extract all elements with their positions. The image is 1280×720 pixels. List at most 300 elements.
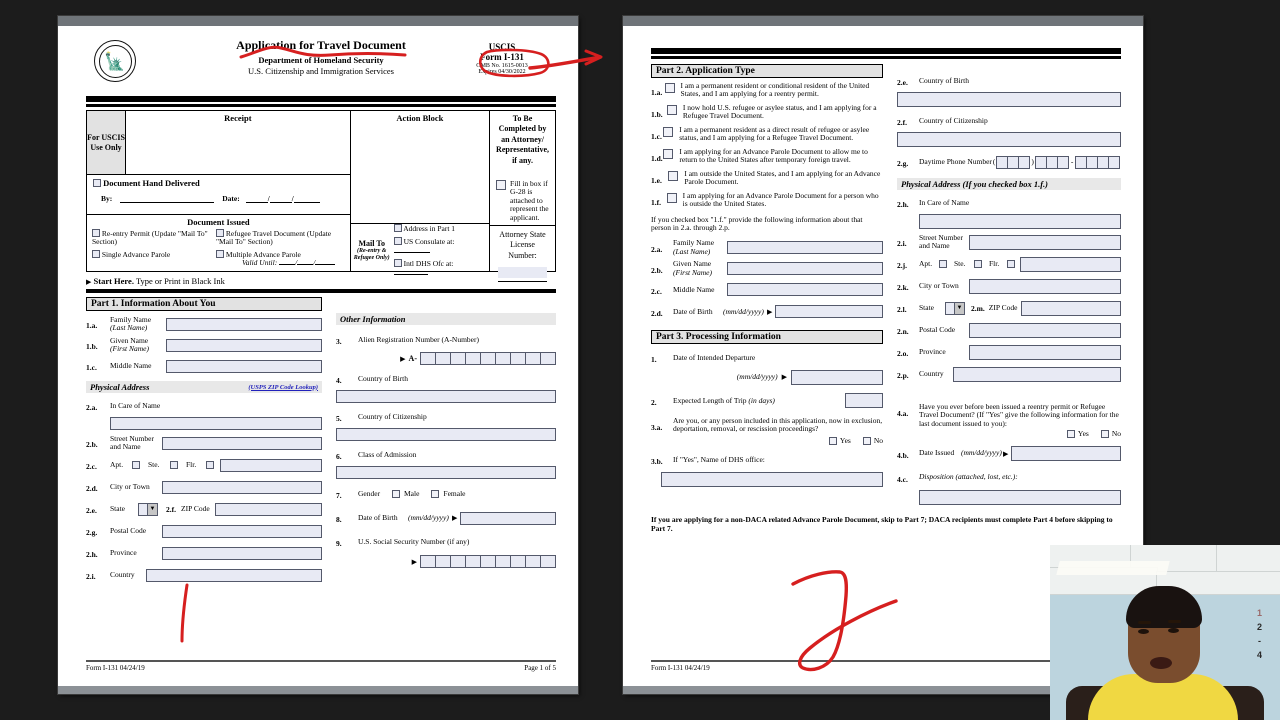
field-2b-right-sub: (First Name) (673, 267, 712, 277)
zip-right-label: ZIP Code (988, 302, 1018, 312)
field-2a (86, 397, 322, 430)
option-1e-num: 1.e. (651, 176, 662, 185)
street-right-input[interactable] (969, 235, 1121, 250)
field-1a (86, 315, 322, 333)
given-name-input[interactable] (166, 339, 322, 352)
refugee-travel-document-checkbox[interactable] (216, 229, 224, 237)
for-uscis-use-only-label: For USCIS Use Only (87, 111, 126, 174)
option-1f-num: 1.f. (651, 198, 661, 207)
document-hand-delivered-checkbox[interactable] (93, 179, 101, 187)
ste-right-checkbox[interactable] (974, 260, 982, 268)
page-right-content (651, 48, 1121, 533)
field-1a-sub: (Last Name) (110, 323, 148, 332)
attorney-license-field[interactable] (498, 267, 547, 278)
postal-code-label: Postal Code (110, 525, 147, 535)
intl-dhs-line[interactable] (394, 274, 428, 275)
field-2c-right-label: Middle Name (673, 284, 715, 294)
date-of-birth-format: (mm/dd/yyyy) (408, 512, 449, 522)
gender-male-label: Male (404, 488, 420, 498)
form-title: Application for Travel Document (236, 38, 406, 52)
option-1b-checkbox[interactable] (667, 105, 677, 115)
agency-short: USCIS (488, 42, 516, 52)
form-agency: U.S. Citizenship and Immigration Services (248, 66, 394, 76)
part3-q4c-num: 4.c. (897, 474, 908, 484)
province-input[interactable] (162, 547, 322, 560)
option-1f-label: I am applying for an Advance Parole Document for a person who is outside the United States. (682, 191, 879, 209)
gender-male-checkbox[interactable] (392, 490, 400, 498)
postal-right-input[interactable] (969, 323, 1121, 338)
part3-q2-num: 2. (651, 397, 657, 407)
field-2e-num: 2.e. (86, 506, 97, 515)
us-consulate-checkbox[interactable] (394, 237, 402, 245)
chevron-down-icon-right: ▼ (954, 303, 964, 314)
valid-until-yy[interactable] (315, 264, 335, 265)
g28-label: Fill in box if G-28 is attached to represent the applicant. (510, 178, 549, 222)
phone-num: 2.g. (897, 159, 909, 168)
field-1b-sub: (First Name) (110, 344, 149, 353)
part3-q4b (897, 445, 1121, 463)
zip-code-input[interactable] (215, 503, 322, 516)
date-mm-line[interactable] (246, 194, 268, 203)
valid-until-mm[interactable] (279, 264, 295, 265)
start-here-arrow-icon: ▶ (86, 278, 92, 286)
q4a-yes-checkbox[interactable] (1067, 430, 1075, 438)
country-right-input[interactable] (953, 367, 1121, 382)
field-2p-right-num: 2.p. (897, 371, 909, 380)
attorney-license-label: Attorney State License Number: (499, 229, 546, 260)
part2-body (651, 64, 1121, 505)
class-of-admission-label: Class of Admission (358, 449, 417, 459)
field-2n-right-num: 2.n. (897, 327, 909, 336)
field-2a-right-num: 2.a. (651, 244, 663, 254)
address-in-part1-label: Address in Part 1 (403, 224, 456, 233)
page-top-strip (58, 16, 578, 26)
usps-zip-lookup-link[interactable]: (USPS ZIP Code Lookup) (248, 383, 318, 391)
gender-female-checkbox[interactable] (431, 490, 439, 498)
page-left-content (86, 34, 556, 584)
page-left-sheet (58, 26, 578, 686)
option-1d (651, 148, 883, 166)
part3-q1-label: Date of Intended Departure (673, 352, 756, 362)
valid-until-dd[interactable] (297, 264, 313, 265)
date-issued-format: (mm/dd/yyyy) (961, 448, 1002, 458)
option-1d-label: I am applying for an Advance Parole Document to allow me to return to the United States after temporary foreign travel. (679, 147, 868, 165)
attorney-column (490, 111, 555, 271)
field-2g (86, 522, 322, 540)
a-number-arrow-icon: ▶ (400, 354, 406, 363)
option-1c (651, 126, 883, 144)
field-2i-right-num: 2.i. (897, 239, 907, 248)
a-number-label: Alien Registration Number (A-Number) (358, 334, 480, 344)
field-2g-right: 2.g. Daytime Phone Number ( ) - (897, 153, 1121, 171)
intl-dhs-label: Intl DHS Ofc at: (403, 259, 454, 269)
option-1a-checkbox[interactable] (665, 83, 675, 93)
field-9-num: 9. (336, 539, 342, 548)
phone-prefix-input[interactable] (1035, 156, 1069, 169)
apt-label: Apt. (110, 459, 124, 469)
flr-right-checkbox[interactable] (1007, 260, 1015, 268)
field-2c (86, 456, 322, 474)
dhs-office-name-input[interactable] (661, 472, 883, 487)
option-1c-checkbox[interactable] (663, 127, 673, 137)
class-of-admission-input[interactable] (336, 466, 556, 479)
state-label: State (110, 503, 125, 513)
city-or-town-input[interactable] (162, 481, 322, 494)
field-2h-num: 2.h. (86, 550, 98, 559)
part3-q4a-num: 4.a. (897, 409, 909, 418)
presenter-brow-left (1138, 621, 1151, 624)
apt-checkbox[interactable] (132, 461, 140, 469)
city-right-input[interactable] (969, 279, 1121, 294)
annotation-arrow-head-form-number (586, 51, 601, 64)
ssn-arrow-icon: ▶ (411, 557, 417, 566)
field-2i (86, 566, 322, 584)
field-2d-num: 2.d. (86, 484, 98, 493)
page-bottom-strip (58, 686, 578, 694)
disposition-input[interactable] (919, 490, 1121, 505)
field-2a-right-label: Family Name (673, 238, 715, 248)
postal-code-input[interactable] (162, 525, 322, 538)
form-number-block (452, 42, 552, 75)
date-of-birth-label: Date of Birth (358, 512, 398, 522)
field-2a-label: In Care of Name (110, 400, 161, 410)
part1-heading: Part 1. Information About You (86, 297, 322, 311)
field-2b-right (651, 260, 883, 278)
footer-form-id-right: Form I-131 04/24/19 (651, 664, 710, 672)
physical-address-label: Physical Address (90, 382, 150, 392)
in-care-of-name-input[interactable] (110, 417, 322, 430)
in-care-of-right-input[interactable] (919, 214, 1121, 229)
field-2h (86, 544, 322, 562)
field-2a-num: 2.a. (86, 403, 98, 412)
option-1b-num: 1.b. (651, 110, 663, 119)
province-label: Province (110, 547, 137, 557)
trip-length-input[interactable] (845, 393, 883, 408)
footer-form-id: Form I-131 04/24/19 (86, 664, 145, 672)
right-header-rule-thin (651, 56, 1121, 59)
field-7 (336, 485, 556, 503)
mail-to-sub: (Re-entry & Refugee Only) (353, 248, 390, 261)
document-issued-label: Document Issued (187, 217, 250, 227)
middle-name-input-right[interactable] (727, 283, 883, 296)
phone-label: Daytime Phone Number (919, 156, 992, 166)
q3a-yes-label: Yes (839, 435, 851, 445)
ste-label: Ste. (148, 459, 160, 469)
header-rule-thin (86, 104, 556, 107)
country-label: Country (110, 569, 135, 579)
document-page-left[interactable] (58, 16, 578, 694)
field-3-num: 3. (336, 337, 342, 346)
country-input[interactable] (146, 569, 322, 582)
daca-note: If you are applying for a non-DACA related Advance Parole Document, skip to Part 7; DACA recipients must complete Part 4 before skipping to Part 7. (651, 514, 1113, 533)
option-1e-checkbox[interactable] (668, 171, 678, 181)
part3-q1-format: (mm/dd/yyyy) (736, 372, 778, 382)
field-2b-right-num: 2.b. (651, 265, 663, 275)
attorney-license-line (498, 281, 547, 282)
flr-right-label: Flr. (989, 258, 1000, 268)
date-issued-input[interactable] (1011, 446, 1121, 461)
disposition-label: Disposition (attached, lost, etc.): (919, 472, 1018, 482)
country-of-birth-right-input[interactable] (897, 92, 1121, 107)
apt-number-right-input[interactable] (1020, 257, 1121, 272)
presenter-brow-right (1168, 620, 1181, 623)
part3-q3a (651, 417, 883, 445)
field-2d (86, 478, 322, 496)
other-information-column (336, 297, 556, 584)
option-1c-label: I am a permanent resident as a direct result of refugee or asylee status, and I am applying for a Refugee Travel Document. (679, 125, 870, 143)
field-2i-right (897, 233, 1121, 251)
reentry-permit-checkbox[interactable] (92, 229, 100, 237)
part3-q3b-num: 3.b. (651, 457, 663, 467)
option-1b-label: I now hold U.S. refugee or asylee status, and I am applying for a Refugee Travel Document. (682, 103, 877, 121)
field-2e-right-num: 2.e. (897, 78, 908, 87)
us-consulate-line[interactable] (394, 252, 430, 253)
part3-q2-label: Expected Length of Trip (673, 395, 747, 405)
other-information-heading: Other Information (336, 313, 556, 325)
field-2k-right-num: 2.k. (897, 283, 909, 292)
wall-number-4: 4 (1256, 649, 1262, 660)
presenter-webcam[interactable] (1050, 545, 1280, 720)
part3-q4a-label: Have you ever before been issued a reentry permit or Refugee Travel Document? (If "Yes" give the following information for the last document issued to you): (919, 402, 1119, 428)
ssn-label: U.S. Social Security Number (if any) (358, 536, 470, 546)
part2-note: If you checked box "1.f." provide the following information about that person in 2.a. through 2.p. (651, 215, 863, 233)
part1-column (86, 297, 322, 584)
a-number-row (336, 352, 556, 365)
part3-heading: Part 3. Processing Information (651, 330, 883, 344)
ceiling-light (1056, 561, 1169, 575)
field-2a-right-sub: (Last Name) (673, 246, 711, 256)
wall-number-3: - (1257, 635, 1261, 646)
footer-page-number: Page 1 of 5 (524, 664, 556, 672)
middle-name-input[interactable] (166, 360, 322, 373)
mail-to-label: Mail To (358, 239, 385, 249)
field-2e (86, 500, 322, 518)
zip-code-label: ZIP Code (181, 503, 210, 513)
state-right-label: State (919, 302, 934, 312)
field-2b-num: 2.b. (86, 440, 98, 449)
part3-q4c (897, 469, 1121, 505)
country-of-citizenship-right-input[interactable] (897, 132, 1121, 147)
wall-number-1: 1 (1256, 608, 1262, 618)
postal-right-label: Postal Code (919, 324, 956, 334)
field-2m-num: 2.m. (971, 303, 985, 313)
part3-q2 (651, 392, 883, 410)
q3a-no-checkbox[interactable] (863, 437, 871, 445)
field-8 (336, 509, 556, 527)
reentry-permit-label: Re-entry Permit (Update "Mail To" Section) (92, 229, 208, 247)
document-hand-delivered-label: Document Hand Delivered (103, 178, 200, 188)
state-right-dropdown[interactable] (945, 302, 965, 315)
date-issued-label: Date Issued (919, 448, 955, 458)
presenter-eye-right (1168, 628, 1179, 633)
province-right-label: Province (919, 346, 946, 356)
city-right-label: City or Town (919, 280, 959, 290)
field-6-num: 6. (336, 452, 342, 461)
dob-right-arrow-icon: ▶ (767, 307, 773, 316)
state-dropdown[interactable] (138, 503, 158, 516)
part1-body (86, 297, 556, 584)
by-label: By: (101, 194, 113, 203)
to-be-completed-label: To Be Completed by an Attorney/ Representative, if any. (496, 114, 549, 165)
country-of-birth-input[interactable] (336, 390, 556, 403)
part3-q3a-label: Are you, or any person included in this application, now in exclusion, deportation, removal, or rescission proceedings? (673, 415, 883, 434)
flr-label: Flr. (186, 459, 197, 469)
street-number-name-input[interactable] (162, 437, 322, 450)
address-in-part1-checkbox[interactable] (394, 224, 402, 232)
field-2p-right (897, 365, 1121, 383)
multiple-advance-parole-checkbox[interactable] (216, 250, 224, 258)
field-2f-num: 2.f. (166, 504, 176, 514)
field-2b-label: Street Number and Name (110, 433, 154, 451)
q4a-yes-label: Yes (1077, 429, 1089, 439)
expiry-date: Expires 04/30/2022 (478, 69, 526, 75)
dob-right-format: (mm/dd/yyyy) (723, 306, 764, 316)
date-issued-arrow-icon: ▶ (1003, 449, 1009, 458)
date-of-birth-input[interactable] (460, 512, 556, 525)
flr-checkbox[interactable] (206, 461, 214, 469)
intended-departure-input[interactable] (791, 370, 883, 385)
ssn-input[interactable] (420, 555, 556, 568)
chevron-down-icon: ▼ (147, 504, 157, 515)
part3-q4a (897, 403, 1121, 439)
family-name-input-right[interactable] (727, 241, 883, 254)
part3-q3b (651, 451, 883, 487)
option-1c-num: 1.c. (651, 132, 662, 141)
presenter-eye-left (1138, 629, 1149, 634)
part3-q2-format: (in days) (748, 395, 775, 405)
field-2o-right-num: 2.o. (897, 349, 909, 358)
field-2d-right-num: 2.d. (651, 308, 663, 318)
hand-delivered-block: Document Hand Delivered By: Date: / / (87, 175, 350, 215)
zip-right-input[interactable] (1021, 301, 1121, 316)
field-1a-label: Family Name (110, 314, 152, 324)
form-header (86, 34, 556, 96)
field-2e-right (897, 72, 1121, 107)
field-7-num: 7. (336, 491, 342, 500)
date-of-birth-arrow-icon: ▶ (452, 514, 458, 522)
option-1a (651, 82, 883, 100)
physical-address-right-subheading: Physical Address (If you checked box 1.f.) (897, 178, 1121, 190)
intl-dhs-checkbox[interactable] (394, 259, 402, 267)
field-2i-num: 2.i. (86, 572, 96, 581)
part3-q3a-num: 3.a. (651, 422, 663, 432)
phone-area-code-input[interactable] (996, 156, 1030, 169)
option-1f (651, 192, 883, 210)
country-of-birth-label: Country of Birth (358, 373, 408, 383)
wall-numbers (1257, 607, 1262, 663)
field-2f-right-num: 2.f. (897, 118, 907, 127)
gender-label: Gender (358, 488, 381, 498)
field-2h-right (897, 194, 1121, 229)
phone-line-input[interactable] (1075, 156, 1120, 169)
form-department: Department of Homeland Security (258, 55, 384, 65)
option-1a-num: 1.a. (651, 88, 663, 97)
field-1b (86, 336, 322, 354)
q3a-yes-checkbox[interactable] (829, 437, 837, 445)
field-1b-num: 1.b. (86, 342, 98, 351)
receipt-column: For USCIS Use Only Receipt Document Hand Delivered By: Date: / / Document Issued Re-entry Permit (Update "Mail To" Section) Refugee Travel Document (Update "Mail To" Section) Single Advance Parole Multiple Advance Parole Valid Until: / / (87, 111, 351, 271)
option-1d-num: 1.d. (651, 154, 663, 163)
field-2b (86, 434, 322, 452)
start-here-instruction: Type or Print in Black Ink (135, 276, 225, 286)
us-consulate-label: US Consulate at: (403, 237, 455, 247)
form-number: Form I-131 (480, 52, 524, 62)
part2-heading: Part 2. Application Type (651, 64, 883, 78)
part3-q1-arrow-icon: ▶ (781, 373, 787, 382)
single-advance-parole-checkbox[interactable] (92, 250, 100, 258)
apt-number-input[interactable] (220, 459, 322, 472)
ste-checkbox[interactable] (170, 461, 178, 469)
field-2h-right-num: 2.h. (897, 200, 909, 209)
field-2c-right-num: 2.c. (651, 286, 662, 296)
field-2k-right (897, 277, 1121, 295)
date-dd-line[interactable] (270, 194, 292, 203)
part3-q1 (651, 349, 883, 385)
field-1c-num: 1.c. (86, 363, 97, 372)
ste-right-label: Ste. (954, 258, 966, 268)
field-2j-right (897, 255, 1121, 273)
field-1c (86, 357, 322, 375)
date-yyyy-line[interactable] (294, 194, 320, 203)
dob-right-label: Date of Birth (673, 306, 713, 316)
country-of-citizenship-input[interactable] (336, 428, 556, 441)
wall-number-2: 2 (1256, 621, 1262, 632)
a-number-prefix: A- (408, 354, 417, 363)
apt-right-checkbox[interactable] (939, 260, 947, 268)
option-1f-checkbox[interactable] (667, 193, 677, 203)
field-4 (336, 370, 556, 403)
start-here-label: Start Here. (93, 276, 134, 286)
field-8-num: 8. (336, 515, 342, 524)
part3-q1-num: 1. (651, 354, 657, 364)
country-right-label: Country (919, 368, 944, 378)
multiple-advance-parole-label: Multiple Advance Parole (225, 249, 301, 259)
g28-checkbox[interactable] (496, 180, 506, 190)
a-number-input[interactable] (420, 352, 556, 365)
field-2l-right-num: 2.l. (897, 305, 907, 314)
field-5 (336, 408, 556, 441)
field-2d-label: City or Town (110, 481, 150, 491)
valid-until-label: Valid Until: (242, 258, 278, 268)
given-name-input-right[interactable] (727, 262, 883, 275)
q4a-no-label: No (1111, 429, 1121, 439)
by-line[interactable] (120, 194, 214, 203)
q4a-no-checkbox[interactable] (1101, 430, 1109, 438)
part3-q3b-label: If "Yes", Name of DHS office: (673, 454, 765, 464)
province-right-input[interactable] (969, 345, 1121, 360)
family-name-input[interactable] (166, 318, 322, 331)
field-5-num: 5. (336, 414, 342, 423)
field-6 (336, 446, 556, 479)
option-1e-label: I am outside the United States, and I am applying for an Advance Parole Document. (684, 169, 881, 187)
country-of-citizenship-right-label: Country of Citizenship (919, 115, 988, 125)
dhs-seal-icon: 🗽 (94, 40, 136, 82)
uscis-use-box (86, 110, 556, 272)
country-of-citizenship-label: Country of Citizenship (358, 411, 427, 421)
mail-to-block (351, 224, 489, 277)
option-1d-checkbox[interactable] (663, 149, 673, 159)
field-2n-right (897, 321, 1121, 339)
option-1b (651, 104, 883, 122)
field-2j-right-num: 2.j. (897, 261, 907, 270)
header-rule (86, 96, 556, 102)
dob-right-input[interactable] (775, 305, 883, 318)
field-2f-right (897, 112, 1121, 147)
field-2c-num: 2.c. (86, 462, 97, 471)
field-2c-right (651, 281, 883, 299)
option-1a-label: I am a permanent resident or conditional resident of the United States, and I am applying for a reentry permit. (680, 81, 870, 99)
field-2o-right (897, 343, 1121, 361)
